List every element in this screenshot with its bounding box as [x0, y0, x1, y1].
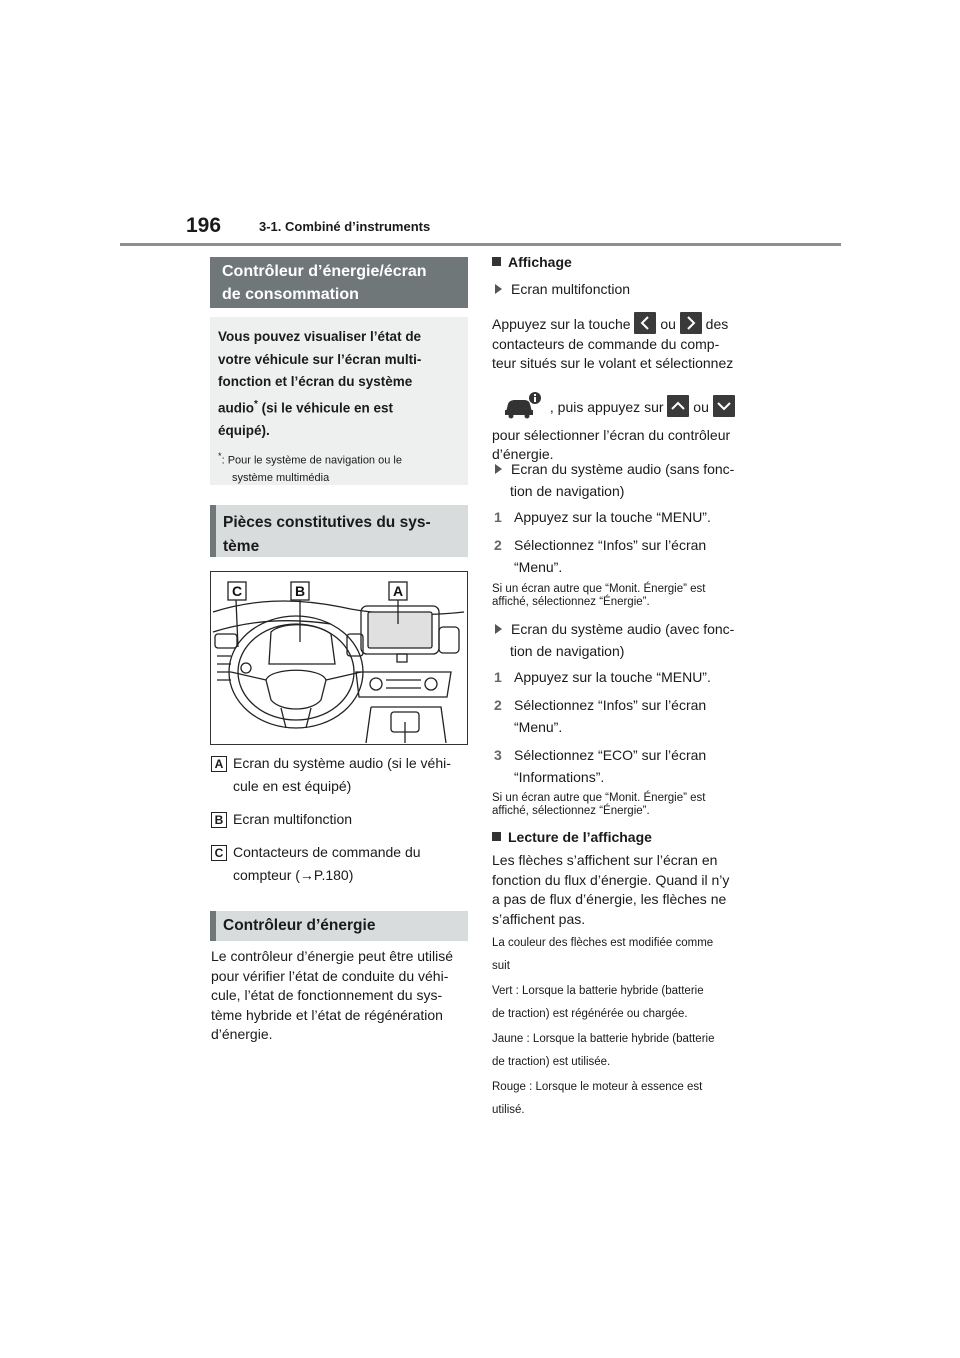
legend-key: B	[211, 812, 227, 828]
figure-label-b: B	[295, 583, 306, 599]
legend-key: A	[211, 756, 227, 772]
heading-display	[492, 254, 572, 270]
chevron-down-key-icon	[713, 395, 735, 417]
subheading-text: Ecran du système audio (avec fonc-	[511, 621, 735, 637]
footnote-mark: *	[218, 451, 222, 461]
step-text: Sélectionnez “ECO” sur l’écran	[514, 747, 707, 763]
subheading-text: tion de navigation)	[510, 643, 625, 659]
step-number: 3	[494, 747, 502, 763]
chapter-title: 3-1. Combiné d’instruments	[259, 219, 431, 234]
triangle-bullet-icon	[495, 464, 502, 474]
step-text: Sélectionnez “Infos” sur l’écran	[514, 537, 707, 553]
paragraph-line: cule, l’état de fonctionnement du sys-	[211, 987, 443, 1003]
intro-word: (si le véhicule en est	[257, 400, 393, 415]
text: , puis appuyez sur	[549, 398, 664, 415]
note-energy-2	[492, 792, 706, 818]
intro-line: fonction et l’écran du système	[218, 374, 413, 389]
subheading-text: tion de navigation)	[510, 483, 625, 499]
step-number: 1	[494, 509, 502, 525]
intro-line: votre véhicule sur l’écran multi-	[218, 351, 422, 367]
footnote	[218, 448, 460, 487]
step-text: Appuyez sur la touche “MENU”.	[514, 669, 711, 685]
section-controller-title	[210, 911, 468, 941]
color-line: utilisé.	[492, 1103, 525, 1116]
heading-reading	[492, 829, 652, 845]
note-line: affiché, sélectionnez “Énergie”.	[492, 805, 650, 817]
text: ou	[660, 316, 676, 332]
section-title-line: de consommation	[222, 286, 359, 303]
paragraph-line: d’énergie.	[211, 1026, 273, 1042]
text: ou	[693, 398, 709, 415]
intro-box	[210, 317, 468, 485]
controller-paragraph	[211, 947, 471, 1045]
paragraph-line: a pas de flux d’énergie, les flèches ne	[492, 891, 727, 907]
legend-line: compteur (→P.180)	[233, 867, 354, 883]
footnote-text: système multimédia	[232, 471, 330, 484]
section-title-line: Contrôleur d’énergie	[223, 917, 376, 934]
subheading-text: Ecran multifonction	[511, 281, 631, 297]
figure-label-a: A	[393, 583, 404, 599]
text: Appuyez sur la touche	[492, 316, 631, 332]
legend-key: C	[211, 845, 227, 861]
chevron-right-key-icon	[680, 312, 702, 334]
chevron-left-key-icon	[634, 312, 656, 334]
press-instructions	[492, 312, 752, 465]
step-number: 2	[494, 537, 502, 553]
intro-line	[218, 394, 460, 420]
legend-line: Contacteurs de commande du	[233, 844, 421, 860]
dashboard-figure	[210, 571, 468, 745]
section-title-line: Contrôleur d’énergie/écran	[222, 263, 427, 280]
intro-line: équipé).	[218, 422, 270, 438]
legend-text	[233, 808, 473, 830]
square-bullet-icon	[492, 257, 501, 266]
triangle-bullet-icon	[495, 624, 502, 634]
triangle-bullet-icon	[495, 284, 502, 294]
paragraph-line	[492, 390, 752, 420]
figure-label-c: C	[232, 583, 243, 599]
footnote-mark: *	[254, 398, 258, 410]
section-energy-monitor-title	[210, 257, 468, 308]
color-line: Jaune : Lorsque la batterie hybride (batterie	[492, 1033, 715, 1045]
step-list-nav	[494, 666, 711, 788]
text: des	[705, 316, 729, 332]
section-components-title	[210, 505, 468, 557]
step-number: 2	[494, 697, 502, 713]
note-line: affiché, sélectionnez “Énergie”.	[492, 596, 650, 608]
step-text: “Menu”.	[514, 559, 563, 575]
step-text: Sélectionnez “Infos” sur l’écran	[514, 697, 707, 713]
car-info-icon	[502, 390, 542, 420]
paragraph-line: pour vérifier l’état de conduite du véhi-	[211, 967, 449, 984]
subheading-audio-nonav	[495, 458, 734, 502]
step-text: “Informations”.	[514, 769, 605, 785]
note-line: Si un écran autre que “Monit. Énergie” est	[492, 792, 706, 804]
color-line: La couleur des flèches est modifiée comme	[492, 937, 714, 949]
legend-line: Ecran du système audio (si le véhi-	[233, 755, 451, 771]
heading-text: Affichage	[508, 254, 572, 270]
square-bullet-icon	[492, 832, 501, 841]
color-line: de traction) est utilisée.	[492, 1055, 611, 1068]
arrow-colors	[492, 932, 752, 1121]
color-line: Rouge : Lorsque le moteur à essence est	[492, 1081, 703, 1093]
legend-line: Ecran multifonction	[233, 811, 353, 827]
reading-paragraph	[492, 851, 752, 929]
legend-text	[233, 841, 473, 886]
legend-text	[233, 752, 473, 797]
color-line: Vert : Lorsque la batterie hybride (batterie	[492, 985, 704, 997]
step-list-nonav	[494, 506, 711, 578]
paragraph-line: d’énergie.	[492, 446, 554, 462]
intro-word: audio	[218, 400, 254, 415]
paragraph-line	[492, 312, 752, 335]
dashboard-illustration	[211, 572, 466, 743]
note-energy-1	[492, 583, 706, 609]
paragraph-line: Le contrôleur d’énergie peut être utilisé	[211, 948, 454, 964]
subheading-text: Ecran du système audio (sans fonc-	[511, 461, 735, 477]
step-text: “Menu”.	[514, 719, 563, 735]
chevron-up-key-icon	[667, 395, 689, 417]
paragraph-line: tème hybride et l’état de régénération	[211, 1006, 443, 1023]
section-title-line: Pièces constitutives du sys-	[223, 514, 431, 531]
page-number: 196	[186, 214, 222, 237]
color-line: suit	[492, 959, 510, 972]
legend-line: cule en est équipé)	[233, 778, 352, 794]
header-rule	[120, 243, 841, 246]
intro-line: Vous pouvez visualiser l’état de	[218, 329, 422, 344]
note-line: Si un écran autre que “Monit. Énergie” est	[492, 583, 706, 595]
color-line: de traction) est régénérée ou chargée.	[492, 1007, 688, 1020]
paragraph-line: pour sélectionner l’écran du contrôleur	[492, 426, 731, 443]
paragraph-line: s’affichent pas.	[492, 910, 586, 927]
paragraph-line: teur situés sur le volant et sélectionnez	[492, 355, 734, 371]
footnote-text: : Pour le système de navigation ou le	[221, 454, 402, 467]
paragraph-line: Les flèches s’affichent sur l’écran en	[492, 852, 718, 868]
subheading-multi	[495, 280, 630, 300]
paragraph-line: fonction du flux d’énergie. Quand il n’y	[492, 871, 730, 888]
section-title-line: tème	[223, 538, 260, 555]
heading-text: Lecture de l’affichage	[508, 829, 652, 845]
subheading-audio-nav	[495, 618, 734, 662]
paragraph-line: contacteurs de commande du comp-	[492, 335, 720, 352]
step-number: 1	[494, 669, 502, 685]
intro-text	[218, 326, 460, 442]
step-text: Appuyez sur la touche “MENU”.	[514, 509, 711, 525]
